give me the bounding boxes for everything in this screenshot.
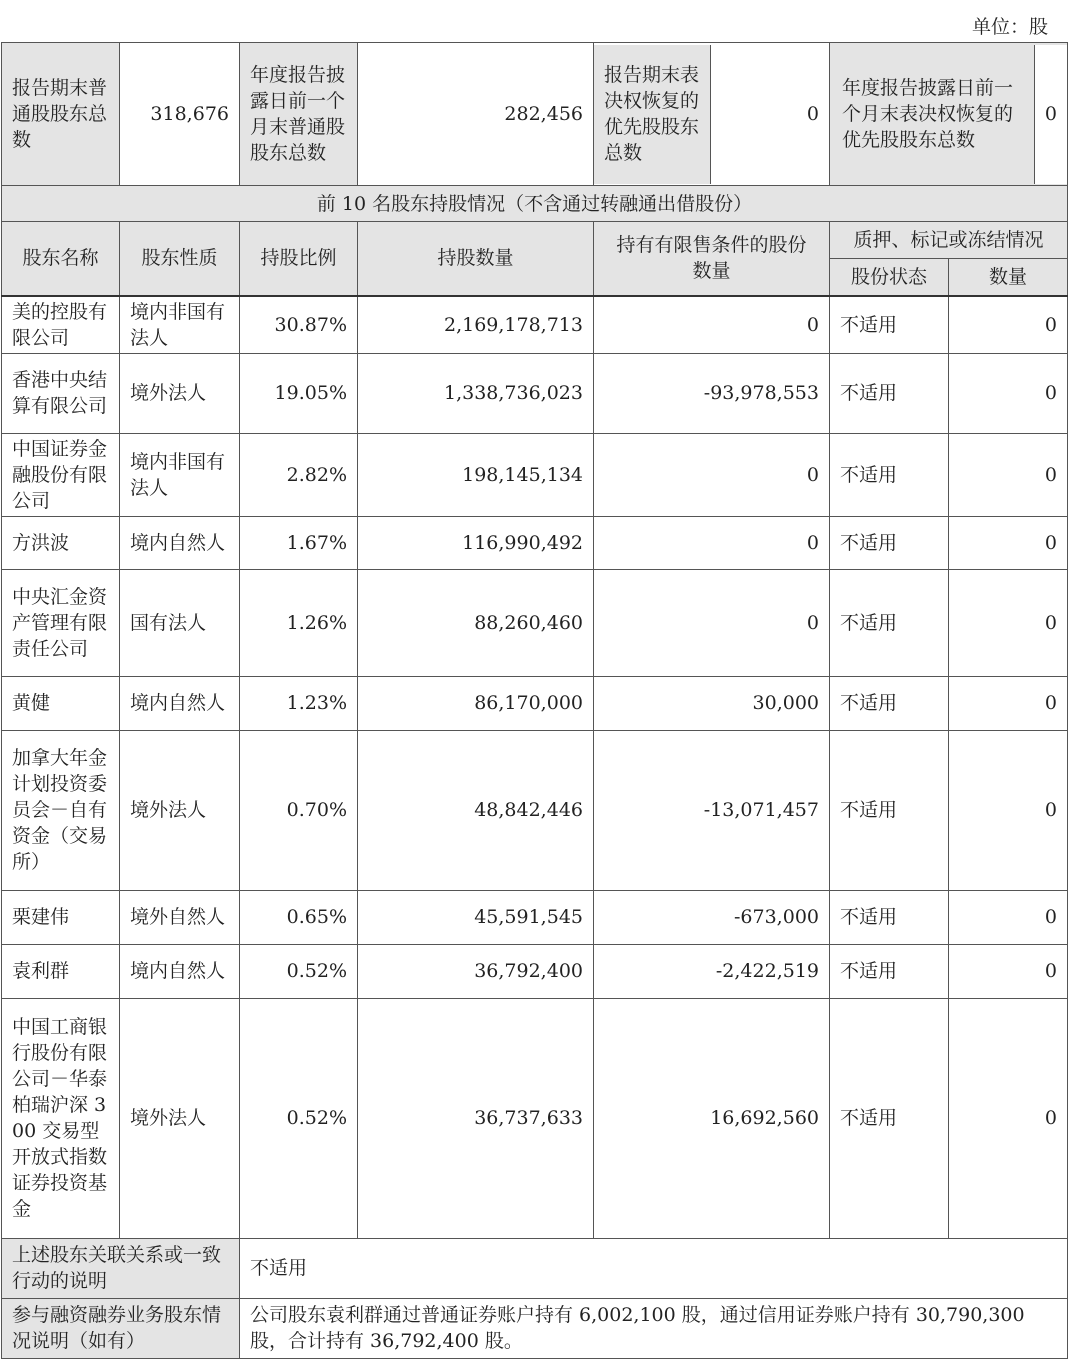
- cell-name: 香港中央结算有限公司: [2, 353, 120, 433]
- summary-cell-month-end-preferred: [830, 43, 1068, 186]
- cell-qty: 0: [949, 730, 1068, 890]
- header-status: 股份状态: [830, 259, 949, 296]
- header-row: [2, 222, 1068, 259]
- cell-shares: 88,260,460: [358, 569, 594, 676]
- cell-qty: 0: [949, 433, 1068, 516]
- table-row: [2, 516, 1068, 569]
- cell-restricted: 0: [594, 516, 830, 569]
- table-row: [2, 944, 1068, 998]
- cell-name: 美的控股有限公司: [2, 296, 120, 354]
- table-row: [2, 433, 1068, 516]
- cell-ratio: 1.67%: [240, 516, 358, 569]
- cell-ratio: 19.05%: [240, 353, 358, 433]
- summary-value-preferred: 0: [806, 103, 819, 125]
- cell-name: 中央汇金资产管理有限责任公司: [2, 569, 120, 676]
- table-row: [2, 296, 1068, 354]
- cell-ratio: 0.65%: [240, 890, 358, 944]
- section-title: 前 10 名股东持股情况（不含通过转融通出借股份）: [2, 186, 1068, 222]
- header-name: 股东名称: [2, 222, 120, 296]
- cell-name: 栗建伟: [2, 890, 120, 944]
- cell-qty: 0: [949, 944, 1068, 998]
- cell-nature: 境内自然人: [120, 676, 240, 730]
- cell-nature: 境内自然人: [120, 516, 240, 569]
- summary-cell-preferred: [594, 43, 830, 186]
- cell-nature: 境外法人: [120, 730, 240, 890]
- cell-nature: 国有法人: [120, 569, 240, 676]
- cell-name: 中国工商银行股份有限公司－华泰柏瑞沪深 300 交易型开放式指数证券投资基金: [2, 998, 120, 1238]
- summary-row: [2, 43, 1068, 186]
- cell-restricted: 16,692,560: [594, 998, 830, 1238]
- cell-status: 不适用: [830, 730, 949, 890]
- cell-nature: 境外法人: [120, 353, 240, 433]
- cell-status: 不适用: [830, 890, 949, 944]
- cell-status: 不适用: [830, 676, 949, 730]
- table-row: [2, 890, 1068, 944]
- header-shares: 持股数量: [358, 222, 594, 296]
- cell-qty: 0: [949, 296, 1068, 354]
- cell-status: 不适用: [830, 944, 949, 998]
- related-value: 不适用: [240, 1238, 1068, 1298]
- summary-label-preferred: 报告期末表决权恢复的优先股股东总数: [594, 45, 711, 184]
- table-row: [2, 998, 1068, 1238]
- cell-shares: 36,737,633: [358, 998, 594, 1238]
- cell-name: 袁利群: [2, 944, 120, 998]
- cell-ratio: 0.52%: [240, 944, 358, 998]
- cell-qty: 0: [949, 998, 1068, 1238]
- cell-nature: 境内非国有法人: [120, 296, 240, 354]
- cell-status: 不适用: [830, 998, 949, 1238]
- cell-shares: 1,338,736,023: [358, 353, 594, 433]
- summary-label-month-end-preferred: 年度报告披露日前一个月末表决权恢复的优先股股东总数: [830, 45, 1035, 184]
- header-nature: 股东性质: [120, 222, 240, 296]
- summary-value-total-holders: 318,676: [120, 43, 240, 186]
- cell-name: 黄健: [2, 676, 120, 730]
- cell-ratio: 30.87%: [240, 296, 358, 354]
- cell-restricted: 0: [594, 433, 830, 516]
- cell-ratio: 1.26%: [240, 569, 358, 676]
- cell-shares: 45,591,545: [358, 890, 594, 944]
- cell-restricted: -2,422,519: [594, 944, 830, 998]
- header-pledge: 质押、标记或冻结情况: [830, 222, 1068, 259]
- cell-nature: 境外法人: [120, 998, 240, 1238]
- table-row: [2, 569, 1068, 676]
- table-row: [2, 676, 1068, 730]
- cell-nature: 境外自然人: [120, 890, 240, 944]
- cell-ratio: 0.70%: [240, 730, 358, 890]
- related-label: 上述股东关联关系或一致行动的说明: [2, 1238, 240, 1298]
- cell-qty: 0: [949, 353, 1068, 433]
- cell-name: 中国证券金融股份有限公司: [2, 433, 120, 516]
- unit-label: 单位：股: [971, 16, 1048, 38]
- summary-value-month-end-holders: 282,456: [358, 43, 594, 186]
- cell-qty: 0: [949, 676, 1068, 730]
- header-restricted: 持有有限售条件的股份数量: [594, 222, 830, 296]
- cell-ratio: 0.52%: [240, 998, 358, 1238]
- cell-ratio: 2.82%: [240, 433, 358, 516]
- cell-shares: 48,842,446: [358, 730, 594, 890]
- margin-value: 公司股东袁利群通过普通证券账户持有 6,002,100 股，通过信用证券账户持有 30,790,300 股，合计持有 36,792,400 股。: [240, 1298, 1068, 1358]
- cell-shares: 116,990,492: [358, 516, 594, 569]
- summary-label-month-end-holders: 年度报告披露日前一个月末普通股股东总数: [240, 43, 358, 186]
- cell-shares: 86,170,000: [358, 676, 594, 730]
- summary-label-total-holders: 报告期末普通股股东总数: [2, 43, 120, 186]
- cell-restricted: -673,000: [594, 890, 830, 944]
- cell-status: 不适用: [830, 569, 949, 676]
- cell-ratio: 1.23%: [240, 676, 358, 730]
- cell-restricted: -93,978,553: [594, 353, 830, 433]
- cell-restricted: 30,000: [594, 676, 830, 730]
- header-qty: 数量: [949, 259, 1068, 296]
- cell-status: 不适用: [830, 433, 949, 516]
- cell-nature: 境内非国有法人: [120, 433, 240, 516]
- cell-qty: 0: [949, 516, 1068, 569]
- cell-status: 不适用: [830, 353, 949, 433]
- cell-qty: 0: [949, 569, 1068, 676]
- cell-shares: 198,145,134: [358, 433, 594, 516]
- cell-qty: 0: [949, 890, 1068, 944]
- cell-restricted: -13,071,457: [594, 730, 830, 890]
- cell-shares: 2,169,178,713: [358, 296, 594, 354]
- table-row: [2, 730, 1068, 890]
- summary-value-month-end-preferred: 0: [1035, 45, 1067, 184]
- cell-name: 方洪波: [2, 516, 120, 569]
- shareholder-table: [1, 42, 1068, 1359]
- cell-status: 不适用: [830, 516, 949, 569]
- cell-nature: 境内自然人: [120, 944, 240, 998]
- cell-status: 不适用: [830, 296, 949, 354]
- cell-restricted: 0: [594, 569, 830, 676]
- table-row: [2, 353, 1068, 433]
- cell-name: 加拿大年金计划投资委员会－自有资金（交易所）: [2, 730, 120, 890]
- cell-restricted: 0: [594, 296, 830, 354]
- header-ratio: 持股比例: [240, 222, 358, 296]
- margin-label: 参与融资融券业务股东情况说明（如有）: [2, 1298, 240, 1358]
- cell-shares: 36,792,400: [358, 944, 594, 998]
